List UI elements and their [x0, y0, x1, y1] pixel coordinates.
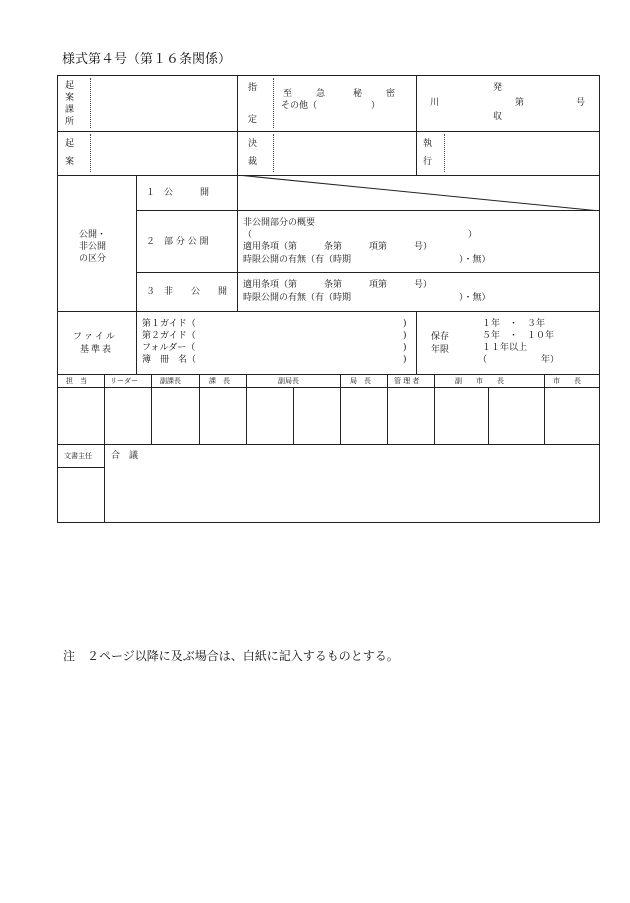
execution-label-top: 執 — [423, 139, 433, 149]
retention-label-2: 年限 — [431, 345, 450, 355]
retention-11plus[interactable]: １１年以上 — [482, 343, 528, 353]
option-private[interactable]: ３ 非 公 開 — [146, 287, 228, 297]
partial-summary: 非公開部分の概要 — [243, 218, 316, 228]
file-std-label-2: 基準表 — [80, 345, 114, 355]
retention-custom[interactable]: （ 年） — [478, 355, 560, 365]
issue-dai: 第 — [515, 98, 525, 108]
footnote: 注 ２ページ以降に及ぶ場合は、白紙に記入するものとする。 — [63, 649, 399, 663]
other-option[interactable]: その他（ ） — [281, 101, 381, 111]
approver-bureau-chief: 局 長 — [350, 377, 371, 385]
private-timed[interactable]: 時限公開の有無（有（時期 ）・無） — [243, 293, 491, 303]
guide-2-close: ) — [403, 331, 407, 341]
diagonal-strike — [237, 175, 600, 211]
disclosure-label-3: の区分 — [79, 254, 107, 264]
guide-1[interactable]: 第１ガイド（ — [142, 319, 196, 329]
retention-label-1: 保存 — [431, 332, 450, 342]
private-clause[interactable]: 適用条項（第 条第 項第 号） — [243, 280, 433, 290]
designation-label-top: 指 — [248, 83, 258, 93]
partial-timed[interactable]: 時限公開の有無（有（時期 ）・無） — [243, 255, 491, 265]
approver-deputy-section: 副課長 — [160, 377, 181, 385]
option-partial[interactable]: ２ 部 分 公 開 — [146, 237, 209, 247]
urgent-option[interactable]: 至 急 — [283, 89, 328, 99]
retention-1-3[interactable]: １年 ・ ３年 — [482, 319, 546, 329]
disclosure-label-1: 公開・ — [79, 230, 107, 240]
secret-option[interactable]: 秘 密 — [353, 89, 398, 99]
guide-1-close: ) — [403, 319, 407, 329]
ledger-name[interactable]: 簿 冊 名（ — [142, 355, 197, 365]
approver-tanto: 担 当 — [66, 377, 87, 385]
execution-label-bottom: 行 — [423, 157, 433, 167]
option-public[interactable]: １ 公 開 — [146, 188, 210, 198]
approver-mayor: 市 長 — [553, 377, 581, 385]
guide-2[interactable]: 第２ガイド（ — [142, 331, 196, 341]
approver-administrator: 管 理 者 — [394, 377, 420, 385]
file-std-label-1: ファイル — [73, 332, 117, 342]
approver-deputy-bureau: 副局長 — [278, 377, 299, 385]
issue-go: 号 — [576, 98, 586, 108]
partial-paren[interactable]: （ ） — [243, 230, 478, 240]
designation-label-bottom: 定 — [248, 115, 258, 125]
issue-prefix: 川 — [430, 98, 440, 108]
approval-label-top: 決 — [248, 139, 258, 149]
approval-label-bottom: 裁 — [248, 157, 258, 167]
ledger-close: ) — [403, 355, 407, 365]
retention-5-10[interactable]: ５年 ・ １０年 — [482, 331, 555, 341]
approver-leader: リーダー — [110, 377, 138, 385]
origin-dept-label: 起案課所 — [65, 81, 75, 127]
drafter-label-bottom: 案 — [65, 157, 75, 167]
doc-officer-label: 文書主任 — [64, 452, 92, 460]
form-title: 様式第４号（第１６条関係） — [62, 52, 232, 67]
folder[interactable]: フォルダー（ — [142, 343, 196, 353]
receive-label: 収 — [493, 112, 503, 122]
drafter-label-top: 起 — [65, 139, 75, 149]
folder-close: ) — [403, 343, 407, 353]
disclosure-label-2: 非公開 — [79, 242, 107, 252]
issue-label: 発 — [493, 83, 503, 93]
consultation-label: 合 議 — [111, 451, 139, 461]
partial-clause[interactable]: 適用条項（第 条第 項第 号） — [243, 242, 433, 252]
approver-deputy-mayor: 副 市 長 — [455, 377, 504, 385]
approver-section-chief: 課 長 — [209, 377, 230, 385]
